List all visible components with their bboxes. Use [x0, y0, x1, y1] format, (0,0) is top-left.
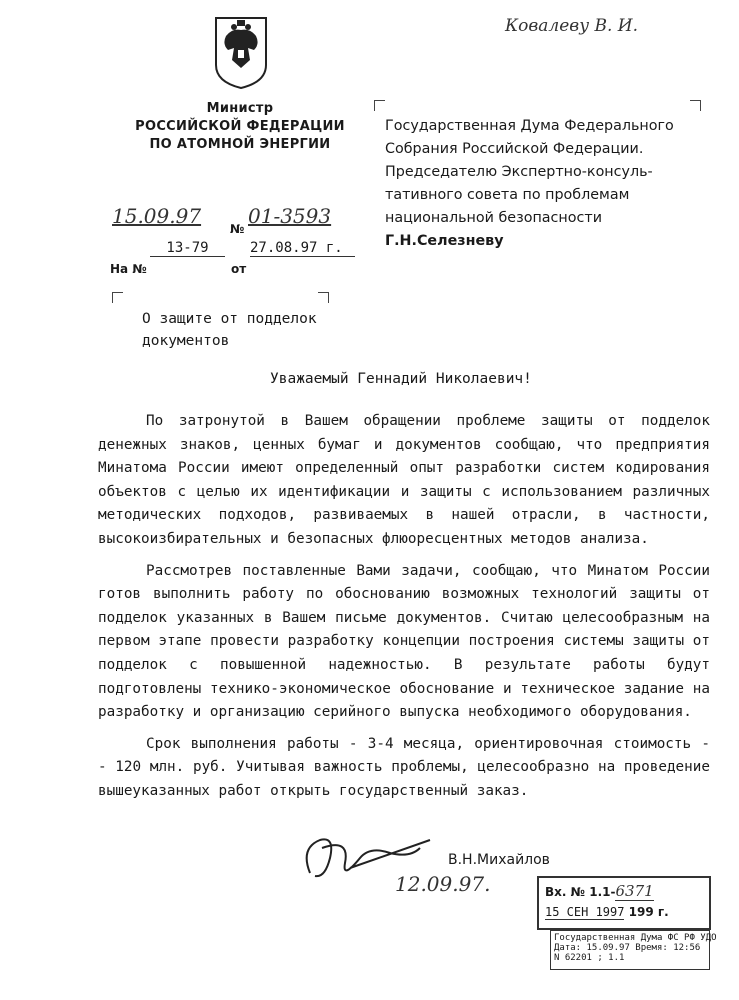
reference-number: 13-79 [150, 240, 225, 257]
outgoing-date: 15.09.97 [112, 204, 202, 228]
coat-of-arms-emblem [196, 10, 286, 90]
bracket-corner [318, 292, 329, 303]
salutation: Уважаемый Геннадий Николаевич! [270, 371, 532, 387]
body-paragraph: Рассмотрев поставленные Вами задачи, сообщаю, что Минатом России готов выполнить работу по обоснованию возможных технологий защиты от подделок указанных в Вашем письме документов. Считаю целесообразным на первом этапе провести разработку концепции построения системы защиты от подделок с повышенной надежностью. В результате работы будут подготовлены технико-экономическое обоснование и техническое задание на разработку и организацию серийного выпуска необходимого оборудования. [98, 562, 710, 721]
handwritten-routing-note: Ковалеву В. И. [505, 16, 638, 36]
registry-line: N 62201 ; 1.1 [554, 953, 625, 963]
bracket-corner [112, 292, 123, 303]
addressee-block [385, 115, 695, 253]
letterhead-line: РОССИЙСКОЙ ФЕДЕРАЦИИ [135, 119, 345, 134]
stamp-label: Вх. № 1.1- [545, 885, 616, 899]
registry-line: Дата: 15.09.97 Время: 12:56 [554, 943, 701, 953]
signer-name: В.Н.Михайлов [448, 852, 550, 868]
stamp-number: 6371 [615, 882, 654, 900]
addressee-line: тативного совета по проблемам [385, 187, 630, 203]
stamp-date: 15 СЕН 1997 [545, 905, 625, 919]
stamp-year: 199 г. [628, 905, 669, 919]
signature-date: 12.09.97. [395, 872, 491, 896]
letterhead [100, 100, 380, 154]
letterhead-line: Министр [206, 101, 274, 116]
letterhead-line: ПО АТОМНОЙ ЭНЕРГИИ [149, 137, 331, 152]
addressee-line: Собрания Российской Федерации. [385, 141, 644, 157]
number-label: № [230, 222, 245, 236]
from-label: от [231, 262, 247, 276]
outgoing-number: 01-3593 [248, 204, 332, 228]
registry-stamp [550, 930, 717, 970]
bracket-corner [690, 100, 701, 111]
registry-line: Государственная Дума ФС РФ УДО [554, 933, 717, 943]
subject-text: документов [142, 333, 230, 349]
body-paragraph: По затронутой в Вашем обращении проблеме защиты от подделок денежных знаков, ценных бумаг и документов сообщаю, что предприятия Минатома России имеют определенный опыт разработки систем кодирования объектов с целью их идентификации и защиты с использованием различных методических подходов, развиваемых в нашей отрасли, в частности, высокоизбирательных и безопасных флюоресцентных методов анализа. [98, 413, 710, 547]
subject-text: О защите от подделок [142, 311, 317, 327]
addressee-line: Государственная Дума Федерального [385, 118, 674, 134]
addressee-line: Председателю Экспертно-консуль- [385, 164, 653, 180]
bracket-corner [374, 100, 385, 111]
reference-label: На № [110, 262, 147, 276]
reference-date: 27.08.97 г. [250, 240, 355, 257]
letter-body [98, 410, 710, 812]
addressee-line: национальной безопасности [385, 210, 602, 226]
body-paragraph: Срок выполнения работы - 3-4 месяца, ориентировочная стоимость - - 120 млн. руб. Учитывая важность проблемы, целесообразно на проведение вышеуказанных работ открыть государственный заказ. [98, 735, 710, 799]
subject-line [142, 308, 317, 352]
incoming-registration-stamp [537, 876, 711, 930]
addressee-name: Г.Н.Селезневу [385, 233, 504, 249]
